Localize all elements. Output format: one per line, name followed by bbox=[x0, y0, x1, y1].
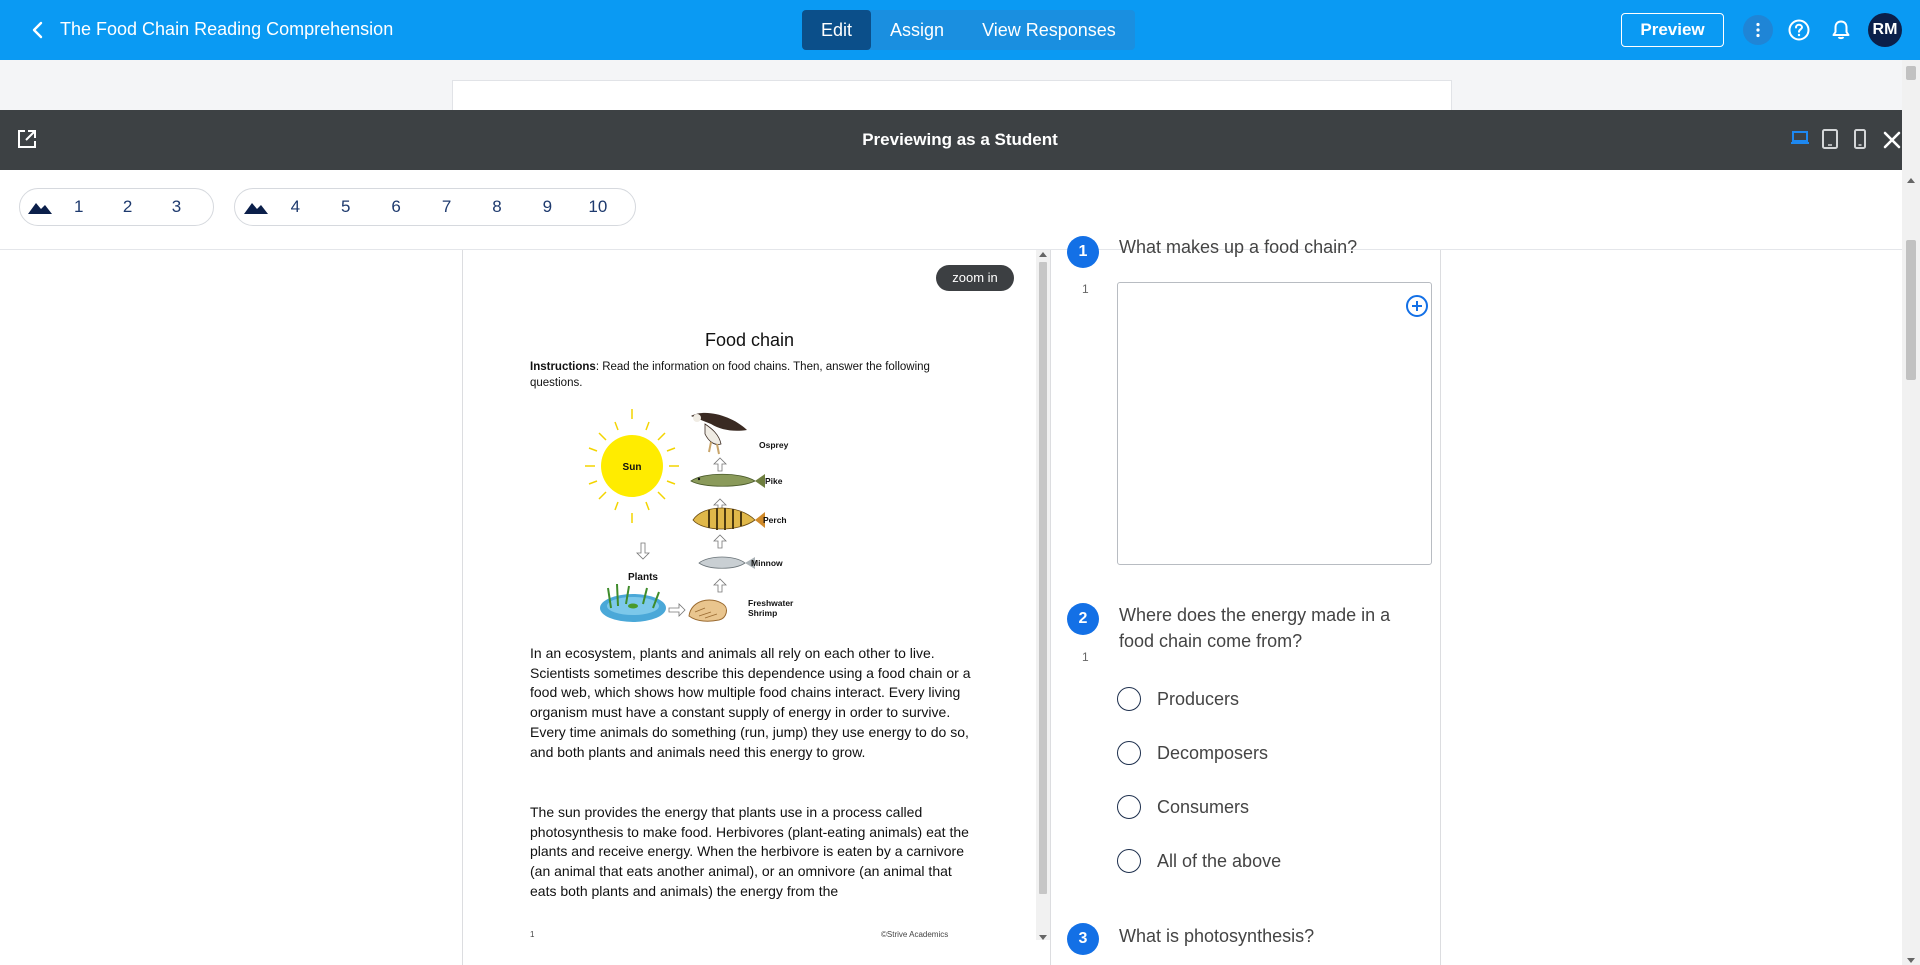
arrow-right-icon bbox=[669, 604, 685, 616]
question-nav-6[interactable]: 6 bbox=[391, 197, 401, 216]
passage-copyright: ©Strive Academics bbox=[881, 930, 949, 939]
zoom-in-button[interactable]: zoom in bbox=[936, 265, 1014, 291]
radio-button[interactable] bbox=[1117, 795, 1141, 819]
minnow-illustration bbox=[699, 557, 755, 569]
mountain-section-icon[interactable] bbox=[241, 195, 270, 219]
question-2-text: Where does the energy made in a food chain come from? bbox=[1119, 605, 1391, 651]
food-chain-diagram bbox=[593, 408, 853, 638]
bell-icon bbox=[1830, 19, 1852, 41]
question-nav-7[interactable]: 7 bbox=[441, 197, 452, 216]
question-nav-8[interactable]: 8 bbox=[492, 197, 502, 216]
kebab-menu-icon bbox=[1748, 20, 1768, 40]
question-3-text: What is photosynthesis? bbox=[1119, 926, 1315, 946]
laptop-view-icon[interactable] bbox=[1790, 128, 1810, 153]
passage-scrollbar[interactable] bbox=[1036, 250, 1050, 940]
page-scrollbar[interactable] bbox=[1902, 60, 1920, 965]
question-group-1 bbox=[19, 188, 214, 226]
pike-illustration bbox=[691, 474, 765, 488]
help-button[interactable] bbox=[1784, 15, 1814, 45]
question-nav-2[interactable]: 2 bbox=[122, 197, 133, 216]
top-app-bar bbox=[0, 0, 1920, 60]
shrimp-label-line1: Freshwater bbox=[748, 598, 794, 608]
preview-button[interactable]: Preview bbox=[1621, 13, 1724, 47]
question-nav-1[interactable]: 1 bbox=[73, 197, 84, 216]
question-nav-10[interactable]: 10 bbox=[588, 197, 608, 216]
editor-background-card bbox=[452, 80, 1452, 110]
question-nav-3[interactable]: 3 bbox=[171, 197, 182, 216]
student-preview-bar bbox=[0, 110, 1920, 170]
osprey-illustration bbox=[691, 413, 747, 454]
question-nav-5[interactable]: 5 bbox=[340, 197, 351, 216]
radio-button[interactable] bbox=[1117, 687, 1141, 711]
preview-content bbox=[0, 237, 1902, 965]
passage-panel bbox=[462, 250, 1050, 965]
add-circle-icon[interactable] bbox=[1405, 294, 1429, 323]
minnow-label: Minnow bbox=[751, 558, 783, 568]
question-nav-4[interactable]: 4 bbox=[290, 197, 301, 216]
sun-label: Sun bbox=[622, 462, 642, 473]
choice-producers[interactable]: Producers bbox=[1117, 684, 1239, 714]
perch-label: Perch bbox=[763, 515, 787, 525]
question-navigator bbox=[0, 170, 1902, 250]
question-2-points: 1 bbox=[1082, 650, 1089, 664]
question-group-2 bbox=[234, 188, 636, 226]
radio-button[interactable] bbox=[1117, 741, 1141, 765]
tab-edit[interactable]: Edit bbox=[802, 10, 871, 50]
choice-decomposers[interactable]: Decomposers bbox=[1117, 738, 1268, 768]
preview-title: Previewing as a Student bbox=[862, 130, 1058, 149]
pike-label: Pike bbox=[765, 476, 783, 486]
passage-page-number: 1 bbox=[530, 930, 535, 939]
arrow-down-icon bbox=[637, 543, 649, 559]
back-arrow-icon[interactable] bbox=[26, 18, 50, 42]
radio-button[interactable] bbox=[1117, 849, 1141, 873]
user-avatar[interactable]: RM bbox=[1868, 13, 1902, 47]
tab-view-responses[interactable]: View Responses bbox=[982, 20, 1116, 40]
notifications-button[interactable] bbox=[1826, 15, 1856, 45]
perch-illustration bbox=[693, 508, 765, 530]
passage-title: Food chain bbox=[704, 330, 795, 350]
shrimp-label-line2: Shrimp bbox=[748, 608, 778, 618]
passage-instructions: Instructions: Read the information on food chains. Then, answer the following questions. bbox=[530, 361, 930, 389]
close-preview-icon[interactable] bbox=[1882, 130, 1902, 155]
phone-view-icon[interactable] bbox=[1850, 128, 1870, 155]
more-options-button[interactable] bbox=[1743, 15, 1773, 45]
questions-panel bbox=[1050, 237, 1441, 965]
help-icon bbox=[1788, 19, 1810, 41]
tablet-view-icon[interactable] bbox=[1820, 128, 1840, 155]
mountain-section-icon[interactable] bbox=[26, 195, 54, 219]
question-nav-9[interactable]: 9 bbox=[542, 197, 553, 216]
question-1-text: What makes up a food chain? bbox=[1119, 237, 1358, 257]
passage-paragraph-2: The sun provides the energy that plants use in a process called photosynthesis to make food. Herbivores (plant-eating animals) eat the plants and receive energy. When the herbivore is eaten by a carnivore (an animal that eats another animal), or an omnivore (an animal that eats both plants and animals) the energy from the bbox=[530, 804, 969, 899]
shrimp-illustration bbox=[689, 600, 726, 621]
plants-pond-illustration bbox=[600, 584, 666, 622]
question-1-points: 1 bbox=[1082, 282, 1089, 296]
question-number-badge: 3 bbox=[1067, 923, 1099, 955]
plants-label: Plants bbox=[627, 572, 659, 583]
question-1-answer-box[interactable] bbox=[1117, 282, 1432, 565]
passage-paragraph-1: In an ecosystem, plants and animals all rely on each other to live. Scientists sometimes describe this dependence using a food chain or a food web, which shows how multiple food chains interact. Every living organism must have a constant supply of energy in order to survive. Every time animals do something (run, jump) they use energy to do so, and both plants and animals need this energy to grow. bbox=[530, 645, 971, 760]
osprey-label: Osprey bbox=[759, 440, 789, 450]
choice-consumers[interactable]: Consumers bbox=[1117, 792, 1249, 822]
question-number-badge: 2 bbox=[1067, 603, 1099, 635]
question-number-badge: 1 bbox=[1067, 236, 1099, 268]
choice-all-of-the-above[interactable]: All of the above bbox=[1117, 846, 1281, 876]
document-title: The Food Chain Reading Comprehension bbox=[60, 19, 394, 39]
tab-assign[interactable]: Assign bbox=[890, 20, 945, 40]
mode-tabs bbox=[802, 10, 1135, 50]
